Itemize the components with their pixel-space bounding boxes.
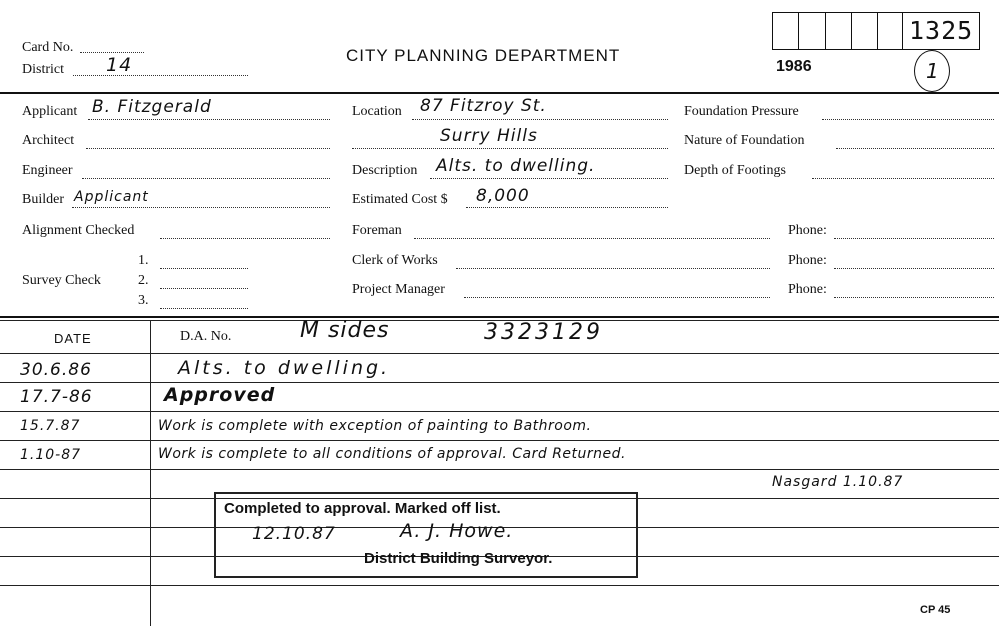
table-top-divider [0,316,999,318]
alignment-line [160,238,330,239]
survey-2-label: 2. [138,273,149,288]
foreman-label: Foreman [352,223,402,238]
location-line1: 87 Fitzroy St. [420,96,547,116]
entry-text: Approved [164,384,276,406]
department-title: CITY PLANNING DEPARTMENT [346,46,621,65]
inspector-signature: Nasgard 1.10.87 [772,474,904,490]
entry-text: Work is complete with exception of painting to Bathroom. [158,418,592,434]
district-value: 14 [106,54,133,76]
clerk-line [456,268,770,269]
rule-3 [0,411,999,412]
entry-date: 1.10-87 [20,447,82,463]
da-no-label: D.A. No. [180,329,232,344]
year: 1986 [776,58,812,75]
entry-date: 17.7-86 [20,387,93,407]
rule-9 [0,585,999,586]
district-label: District [22,62,64,77]
description-value: Alts. to dwelling. [436,156,596,176]
header-divider [0,92,999,94]
foreman-line [414,238,770,239]
da-number: 3323129 [484,320,603,345]
clerk-label: Clerk of Works [352,253,438,268]
cost-value: 8,000 [476,186,530,206]
location-line-2 [352,148,668,149]
pm-phone-line [834,297,994,298]
card-no-label: Card No. [22,40,74,55]
da-handwritten: M sides [300,318,390,343]
circled-number [914,50,950,92]
applicant-label: Applicant [22,104,78,119]
foundation-pressure-line [822,119,994,120]
depth-of-footings-line [812,178,994,179]
rule-4 [0,440,999,441]
rule-2 [0,382,999,383]
card-no-line [80,52,144,53]
entry-text: Work is complete to all conditions of approval. Card Returned. [158,446,626,462]
survey-3-line [160,308,248,309]
circled-number-text: 1 [926,59,940,83]
location-label: Location [352,104,402,119]
builder-label: Builder [22,192,64,207]
clerk-phone-line [834,268,994,269]
cost-label: Estimated Cost $ [352,192,448,207]
form-code: CP 45 [920,604,951,616]
alignment-label: Alignment Checked [22,223,135,238]
nature-of-foundation-label: Nature of Foundation [684,133,805,148]
survey-check-label: Survey Check [22,273,101,288]
entry-text: Alts. to dwelling. [178,357,391,379]
clerk-phone-label: Phone: [788,253,827,268]
card-number: 1325 [909,16,974,45]
project-manager-line [464,297,770,298]
project-manager-label: Project Manager [352,282,445,297]
survey-1-label: 1. [138,253,149,268]
card-number-box [902,12,980,50]
engineer-label: Engineer [22,163,73,178]
foundation-pressure-label: Foundation Pressure [684,104,799,119]
survey-3-label: 3. [138,293,149,308]
applicant-line [88,119,330,120]
pm-phone-label: Phone: [788,282,827,297]
architect-line [86,148,330,149]
description-line [430,178,668,179]
date-column-divider [150,320,151,626]
applicant-value: B. Fitzgerald [92,97,212,117]
approval-stamp [214,492,638,578]
rule-1 [0,353,999,354]
entry-date: 30.6.86 [20,360,92,380]
description-label: Description [352,163,418,178]
rule-5 [0,469,999,470]
entry-date: 15.7.87 [20,418,81,434]
survey-2-line [160,288,248,289]
location-line2: Surry Hills [440,126,538,146]
nature-of-foundation-line [836,148,994,149]
stamp-line3: District Building Surveyor. [364,550,553,567]
stamp-date: 12.10.87 [252,524,336,544]
number-boxes [772,12,903,50]
cost-line [466,207,668,208]
foreman-phone-line [834,238,994,239]
stamp-signature: A. J. Howe. [400,520,514,542]
foreman-phone-label: Phone: [788,223,827,238]
district-line [73,75,248,76]
builder-value: Applicant [74,189,149,205]
builder-line [72,207,330,208]
depth-of-footings-label: Depth of Footings [684,163,786,178]
date-header: DATE [54,331,92,346]
survey-1-line [160,268,248,269]
engineer-line [82,178,330,179]
stamp-line1: Completed to approval. Marked off list. [224,500,501,517]
architect-label: Architect [22,133,75,148]
location-line [412,119,668,120]
